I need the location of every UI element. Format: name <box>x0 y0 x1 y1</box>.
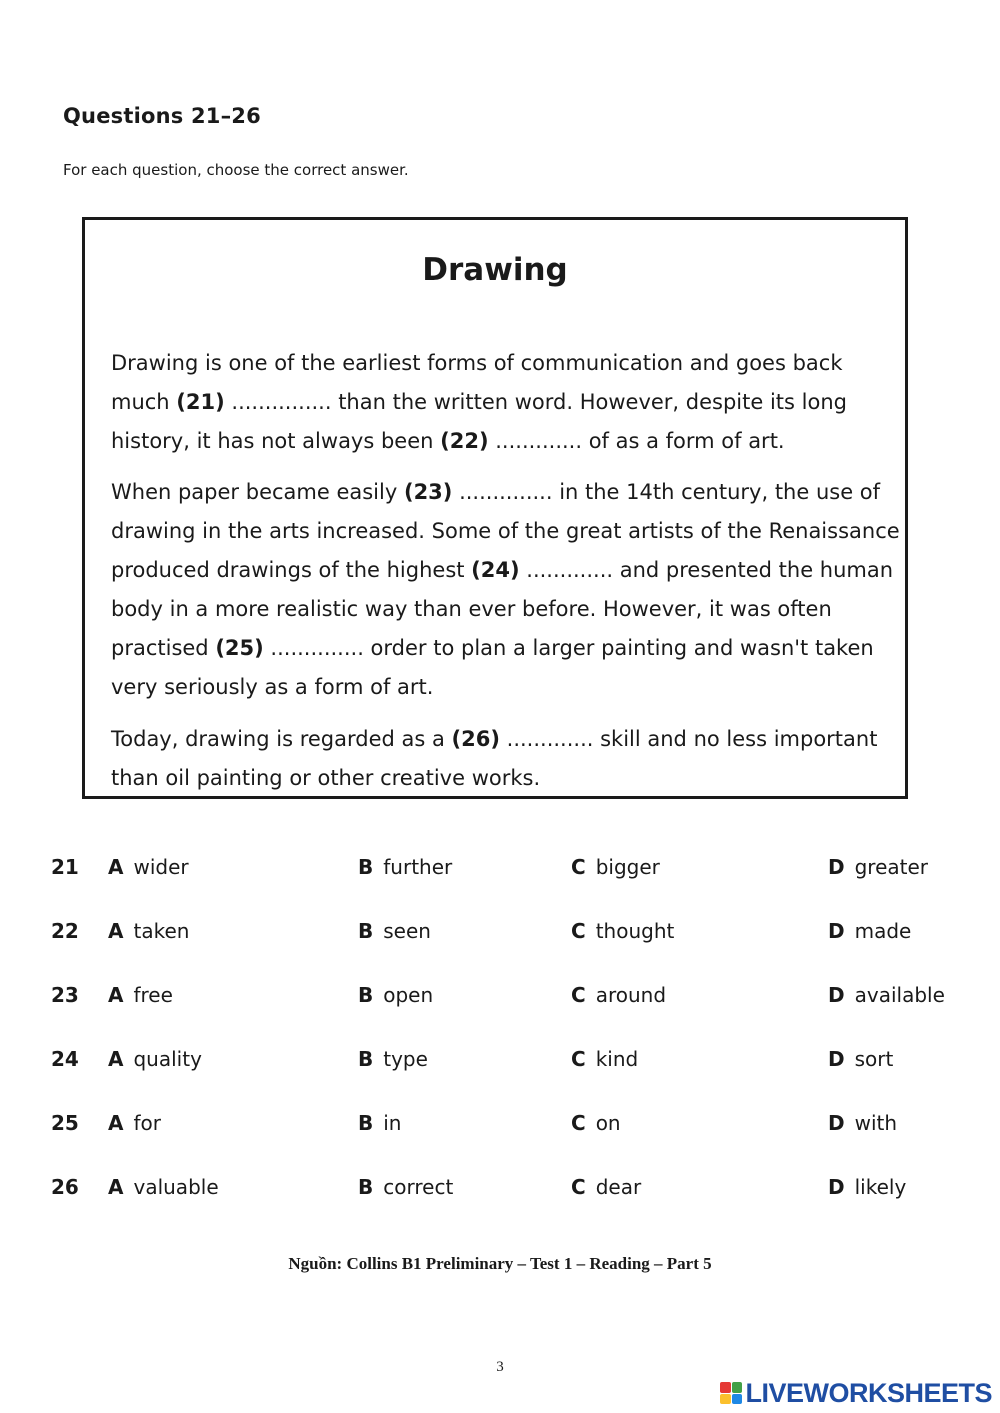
option-text: quality <box>133 1047 202 1071</box>
option-letter: B <box>358 1175 374 1199</box>
option-text: available <box>854 983 945 1007</box>
question-number: 23 <box>51 983 79 1007</box>
logo-square-red <box>720 1382 731 1393</box>
option-letter: D <box>828 1047 845 1071</box>
option-letter: A <box>108 1111 124 1135</box>
option-22-d[interactable] <box>828 919 911 943</box>
question-number: 22 <box>51 919 79 943</box>
brand-name: LIVEWORKSHEETS <box>745 1377 992 1408</box>
logo-square-green <box>732 1382 743 1393</box>
passage-title: Drawing <box>422 252 568 288</box>
option-letter: D <box>828 1175 845 1199</box>
option-text: likely <box>854 1175 907 1199</box>
option-text: thought <box>595 919 675 943</box>
question-row-22 <box>0 919 1000 959</box>
option-text: kind <box>595 1047 639 1071</box>
option-25-d[interactable] <box>828 1111 897 1135</box>
option-23-b[interactable] <box>358 983 433 1007</box>
option-25-a[interactable] <box>108 1111 161 1135</box>
option-text: dear <box>595 1175 642 1199</box>
option-text: sort <box>854 1047 894 1071</box>
option-letter: C <box>571 1111 586 1135</box>
option-letter: D <box>828 855 845 879</box>
passage-text: .............. in the 14th century, the use of drawing in the arts increased. Some of the great artists of the Renaissance produced drawings of the highest <box>111 480 900 582</box>
liveworksheets-brand[interactable] <box>720 1378 992 1408</box>
option-21-c[interactable] <box>571 855 660 879</box>
option-text: for <box>133 1111 161 1135</box>
option-26-d[interactable] <box>828 1175 906 1199</box>
option-21-b[interactable] <box>358 855 452 879</box>
option-text: free <box>133 983 173 1007</box>
option-23-a[interactable] <box>108 983 173 1007</box>
passage-text: ............. of as a form of art. <box>488 429 785 453</box>
option-letter: D <box>828 1111 845 1135</box>
option-letter: B <box>358 1047 374 1071</box>
option-text: open <box>383 983 434 1007</box>
option-text: correct <box>383 1175 454 1199</box>
passage-text: When paper became easily <box>111 480 404 504</box>
passage-paragraph-3 <box>111 720 901 798</box>
option-text: wider <box>133 855 189 879</box>
questions-heading: Questions 21–26 <box>63 104 261 128</box>
source-credit: Nguồn: Collins B1 Preliminary – Test 1 – Reading – Part 5 <box>288 1254 712 1273</box>
page-number: 3 <box>496 1359 504 1375</box>
gap-21: (21) <box>176 390 225 414</box>
gap-23: (23) <box>403 480 453 504</box>
option-22-a[interactable] <box>108 919 189 943</box>
option-24-b[interactable] <box>358 1047 428 1071</box>
option-21-d[interactable] <box>828 855 928 879</box>
option-24-a[interactable] <box>108 1047 202 1071</box>
option-text: with <box>854 1111 898 1135</box>
passage-text: ............. and presented the human body in a more realistic way than ever before. However, it was often practised <box>111 558 894 660</box>
passage-text: ............. skill and no less important than oil painting or other creative works. <box>111 727 878 790</box>
question-number: 24 <box>51 1047 79 1071</box>
option-22-c[interactable] <box>571 919 674 943</box>
option-text: valuable <box>133 1175 219 1199</box>
option-26-c[interactable] <box>571 1175 641 1199</box>
option-26-b[interactable] <box>358 1175 453 1199</box>
question-number: 25 <box>51 1111 79 1135</box>
option-letter: C <box>571 919 586 943</box>
option-text: type <box>383 1047 428 1071</box>
option-letter: B <box>358 983 374 1007</box>
option-25-b[interactable] <box>358 1111 401 1135</box>
option-text: taken <box>133 919 190 943</box>
option-letter: A <box>108 983 124 1007</box>
question-row-21 <box>0 855 1000 895</box>
question-row-24 <box>0 1047 1000 1087</box>
option-letter: C <box>571 855 586 879</box>
question-number: 26 <box>51 1175 79 1199</box>
liveworksheets-logo-icon <box>720 1382 742 1404</box>
gap-25: (25) <box>215 636 264 660</box>
gap-24: (24) <box>471 558 520 582</box>
gap-22: (22) <box>440 429 489 453</box>
instruction-text: For each question, choose the correct answer. <box>63 161 409 179</box>
option-text: seen <box>383 919 431 943</box>
option-23-d[interactable] <box>828 983 945 1007</box>
option-23-c[interactable] <box>571 983 666 1007</box>
option-text: made <box>854 919 912 943</box>
passage-text: Drawing is one of the earliest forms of communication and goes back much <box>111 351 843 414</box>
option-letter: C <box>571 1047 586 1071</box>
option-text: greater <box>854 855 929 879</box>
option-24-c[interactable] <box>571 1047 638 1071</box>
option-22-b[interactable] <box>358 919 431 943</box>
option-letter: C <box>571 983 586 1007</box>
question-row-25 <box>0 1111 1000 1151</box>
gap-26: (26) <box>451 727 500 751</box>
passage-text: Today, drawing is regarded as a <box>111 727 452 751</box>
question-row-26 <box>0 1175 1000 1215</box>
option-26-a[interactable] <box>108 1175 219 1199</box>
option-letter: A <box>108 855 124 879</box>
option-letter: B <box>358 919 374 943</box>
passage-paragraph-1 <box>111 344 901 461</box>
question-row-23 <box>0 983 1000 1023</box>
option-text: around <box>595 983 667 1007</box>
option-letter: A <box>108 919 124 943</box>
option-letter: A <box>108 1047 124 1071</box>
option-21-a[interactable] <box>108 855 189 879</box>
option-text: in <box>383 1111 402 1135</box>
passage-paragraph-2 <box>111 473 901 707</box>
option-letter: D <box>828 919 845 943</box>
option-letter: D <box>828 983 845 1007</box>
logo-square-yellow <box>720 1394 731 1405</box>
option-letter: C <box>571 1175 586 1199</box>
option-letter: A <box>108 1175 124 1199</box>
option-letter: B <box>358 855 374 879</box>
question-number: 21 <box>51 855 79 879</box>
option-text: on <box>595 1111 621 1135</box>
passage-text: ............... than the written word. However, despite its long history, it has not always been <box>111 390 847 453</box>
reading-passage-box <box>82 217 908 799</box>
option-text: bigger <box>595 855 660 879</box>
option-text: further <box>383 855 453 879</box>
option-24-d[interactable] <box>828 1047 893 1071</box>
logo-square-blue <box>732 1394 743 1405</box>
passage-text: .............. order to plan a larger painting and wasn't taken very seriously as a form of art. <box>111 636 874 699</box>
option-25-c[interactable] <box>571 1111 621 1135</box>
option-letter: B <box>358 1111 374 1135</box>
